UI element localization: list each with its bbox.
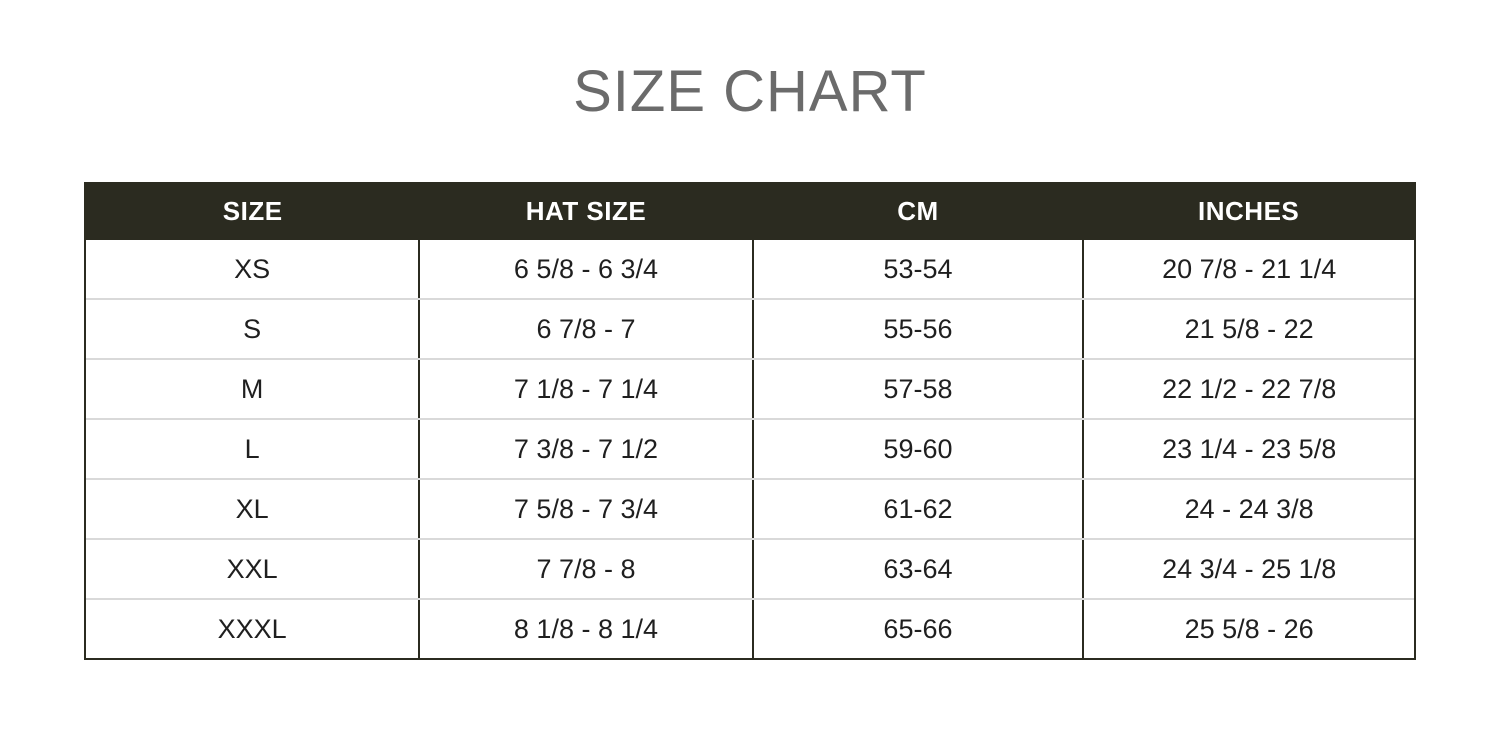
cell-inches: 23 1/4 - 23 5/8 [1083, 419, 1414, 479]
table-header-row [86, 182, 1414, 240]
cell-size: XL [86, 479, 419, 539]
cell-size: M [86, 359, 419, 419]
cell-inches: 20 7/8 - 21 1/4 [1083, 240, 1414, 299]
cell-size: L [86, 419, 419, 479]
cell-size: XXL [86, 539, 419, 599]
column-header-cm: CM [753, 182, 1084, 240]
table-row [86, 359, 1414, 419]
cell-hat-size: 6 5/8 - 6 3/4 [419, 240, 752, 299]
size-chart-table-container [84, 182, 1416, 660]
cell-cm: 55-56 [753, 299, 1084, 359]
cell-size: XXXL [86, 599, 419, 658]
cell-hat-size: 7 1/8 - 7 1/4 [419, 359, 752, 419]
cell-cm: 63-64 [753, 539, 1084, 599]
size-chart-table [86, 182, 1414, 658]
page-title: SIZE CHART [573, 59, 927, 124]
table-body [86, 240, 1414, 658]
table-row [86, 240, 1414, 299]
cell-hat-size: 7 5/8 - 7 3/4 [419, 479, 752, 539]
cell-inches: 21 5/8 - 22 [1083, 299, 1414, 359]
cell-inches: 25 5/8 - 26 [1083, 599, 1414, 658]
table-row [86, 419, 1414, 479]
cell-cm: 53-54 [753, 240, 1084, 299]
column-header-inches: INCHES [1083, 182, 1414, 240]
cell-inches: 24 - 24 3/8 [1083, 479, 1414, 539]
table-row [86, 479, 1414, 539]
table-row [86, 299, 1414, 359]
table-row [86, 539, 1414, 599]
cell-hat-size: 8 1/8 - 8 1/4 [419, 599, 752, 658]
cell-cm: 59-60 [753, 419, 1084, 479]
cell-hat-size: 7 3/8 - 7 1/2 [419, 419, 752, 479]
cell-cm: 61-62 [753, 479, 1084, 539]
cell-hat-size: 6 7/8 - 7 [419, 299, 752, 359]
cell-size: XS [86, 240, 419, 299]
table-header [86, 182, 1414, 240]
table-row [86, 599, 1414, 658]
cell-inches: 24 3/4 - 25 1/8 [1083, 539, 1414, 599]
cell-cm: 57-58 [753, 359, 1084, 419]
cell-cm: 65-66 [753, 599, 1084, 658]
column-header-hat-size: HAT SIZE [419, 182, 752, 240]
cell-size: S [86, 299, 419, 359]
cell-inches: 22 1/2 - 22 7/8 [1083, 359, 1414, 419]
column-header-size: SIZE [86, 182, 419, 240]
cell-hat-size: 7 7/8 - 8 [419, 539, 752, 599]
